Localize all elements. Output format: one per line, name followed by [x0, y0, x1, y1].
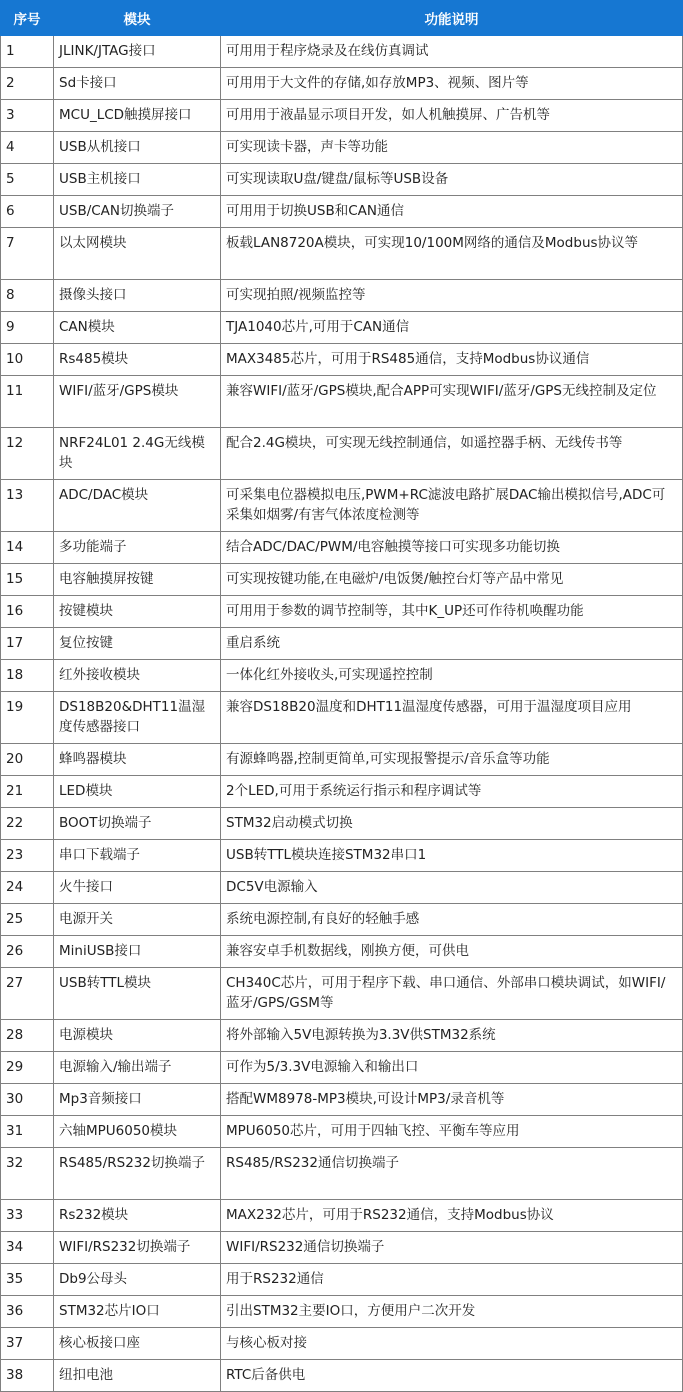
- cell-module: Rs232模块: [54, 1200, 221, 1232]
- table-row: [1, 68, 683, 100]
- cell-desc: 可实现拍照/视频监控等: [221, 280, 683, 312]
- cell-desc: 引出STM32主要IO口，方便用户二次开发: [221, 1296, 683, 1328]
- cell-desc: 配合2.4G模块，可实现无线控制通信，如遥控器手柄、无线传书等: [221, 428, 683, 480]
- cell-module: Sd卡接口: [54, 68, 221, 100]
- table-row: [1, 1232, 683, 1264]
- cell-num: 2: [1, 68, 54, 100]
- cell-desc: USB转TTL模块连接STM32串口1: [221, 840, 683, 872]
- cell-module: JLINK/JTAG接口: [54, 36, 221, 68]
- cell-module: 核心板接口座: [54, 1328, 221, 1360]
- cell-num: 1: [1, 36, 54, 68]
- cell-module: CAN模块: [54, 312, 221, 344]
- header-desc: 功能说明: [221, 1, 683, 36]
- cell-num: 20: [1, 744, 54, 776]
- cell-num: 23: [1, 840, 54, 872]
- cell-num: 11: [1, 376, 54, 428]
- table-row: [1, 936, 683, 968]
- table-row: [1, 164, 683, 196]
- cell-num: 15: [1, 564, 54, 596]
- cell-num: 3: [1, 100, 54, 132]
- cell-num: 22: [1, 808, 54, 840]
- cell-desc: 可用用于大文件的存储,如存放MP3、视频、图片等: [221, 68, 683, 100]
- table-row: [1, 1084, 683, 1116]
- cell-desc: 兼容WIFI/蓝牙/GPS模块,配合APP可实现WIFI/蓝牙/GPS无线控制及定位: [221, 376, 683, 428]
- table-row: [1, 776, 683, 808]
- table-row: [1, 840, 683, 872]
- cell-desc: STM32启动模式切换: [221, 808, 683, 840]
- cell-desc: 有源蜂鸣器,控制更简单,可实现报警提示/音乐盒等功能: [221, 744, 683, 776]
- cell-module: MCU_LCD触摸屏接口: [54, 100, 221, 132]
- cell-module: Rs485模块: [54, 344, 221, 376]
- cell-desc: 可用用于切换USB和CAN通信: [221, 196, 683, 228]
- cell-num: 31: [1, 1116, 54, 1148]
- cell-module: STM32芯片IO口: [54, 1296, 221, 1328]
- table-row: [1, 660, 683, 692]
- cell-module: 按键模块: [54, 596, 221, 628]
- table-row: [1, 1264, 683, 1296]
- cell-desc: 可采集电位器模拟电压,PWM+RC滤波电路扩展DAC输出模拟信号,ADC可采集如烟雾/有害气体浓度检测等: [221, 480, 683, 532]
- cell-module: 电源开关: [54, 904, 221, 936]
- table-row: [1, 968, 683, 1020]
- cell-num: 5: [1, 164, 54, 196]
- table-row: [1, 1052, 683, 1084]
- cell-module: MiniUSB接口: [54, 936, 221, 968]
- cell-module: 以太网模块: [54, 228, 221, 280]
- cell-module: 电源输入/输出端子: [54, 1052, 221, 1084]
- cell-module: 电容触摸屏按键: [54, 564, 221, 596]
- cell-module: USB从机接口: [54, 132, 221, 164]
- cell-module: DS18B20&DHT11温湿度传感器接口: [54, 692, 221, 744]
- table-row: [1, 1296, 683, 1328]
- table-row: [1, 480, 683, 532]
- table-row: [1, 428, 683, 480]
- header-num: 序号: [1, 1, 54, 36]
- cell-module: USB转TTL模块: [54, 968, 221, 1020]
- cell-num: 10: [1, 344, 54, 376]
- cell-num: 35: [1, 1264, 54, 1296]
- table-row: [1, 280, 683, 312]
- cell-num: 19: [1, 692, 54, 744]
- cell-num: 30: [1, 1084, 54, 1116]
- cell-module: 火牛接口: [54, 872, 221, 904]
- cell-desc: 可实现读卡器，声卡等功能: [221, 132, 683, 164]
- table-row: [1, 628, 683, 660]
- cell-desc: 可用用于程序烧录及在线仿真调试: [221, 36, 683, 68]
- cell-desc: 一体化红外接收头,可实现遥控控制: [221, 660, 683, 692]
- cell-desc: TJA1040芯片,可用于CAN通信: [221, 312, 683, 344]
- cell-desc: 可作为5/3.3V电源输入和输出口: [221, 1052, 683, 1084]
- cell-desc: MPU6050芯片，可用于四轴飞控、平衡车等应用: [221, 1116, 683, 1148]
- cell-num: 16: [1, 596, 54, 628]
- cell-desc: 搭配WM8978-MP3模块,可设计MP3/录音机等: [221, 1084, 683, 1116]
- cell-num: 9: [1, 312, 54, 344]
- table-row: [1, 228, 683, 280]
- table-row: [1, 872, 683, 904]
- cell-module: USB主机接口: [54, 164, 221, 196]
- cell-module: 蜂鸣器模块: [54, 744, 221, 776]
- cell-num: 36: [1, 1296, 54, 1328]
- cell-num: 32: [1, 1148, 54, 1200]
- cell-desc: 重启系统: [221, 628, 683, 660]
- cell-num: 18: [1, 660, 54, 692]
- cell-num: 14: [1, 532, 54, 564]
- cell-num: 34: [1, 1232, 54, 1264]
- table-row: [1, 1020, 683, 1052]
- cell-num: 21: [1, 776, 54, 808]
- table-row: [1, 1116, 683, 1148]
- cell-module: 红外接收模块: [54, 660, 221, 692]
- table-row: [1, 1148, 683, 1200]
- cell-desc: MAX3485芯片，可用于RS485通信，支持Modbus协议通信: [221, 344, 683, 376]
- table-row: [1, 1360, 683, 1392]
- cell-module: 摄像头接口: [54, 280, 221, 312]
- cell-desc: 可实现按键功能,在电磁炉/电饭煲/触控台灯等产品中常见: [221, 564, 683, 596]
- cell-module: 串口下载端子: [54, 840, 221, 872]
- cell-num: 37: [1, 1328, 54, 1360]
- cell-module: Db9公母头: [54, 1264, 221, 1296]
- cell-num: 7: [1, 228, 54, 280]
- cell-desc: 2个LED,可用于系统运行指示和程序调试等: [221, 776, 683, 808]
- cell-desc: 可实现读取U盘/键盘/鼠标等USB设备: [221, 164, 683, 196]
- cell-num: 17: [1, 628, 54, 660]
- table-row: [1, 1200, 683, 1232]
- cell-module: 纽扣电池: [54, 1360, 221, 1392]
- cell-module: 多功能端子: [54, 532, 221, 564]
- header-module: 模块: [54, 1, 221, 36]
- cell-desc: 可用用于液晶显示项目开发，如人机触摸屏、广告机等: [221, 100, 683, 132]
- cell-desc: WIFI/RS232通信切换端子: [221, 1232, 683, 1264]
- cell-module: WIFI/蓝牙/GPS模块: [54, 376, 221, 428]
- cell-num: 8: [1, 280, 54, 312]
- cell-num: 29: [1, 1052, 54, 1084]
- cell-desc: RTC后备供电: [221, 1360, 683, 1392]
- table-row: [1, 532, 683, 564]
- cell-desc: DC5V电源输入: [221, 872, 683, 904]
- cell-desc: 用于RS232通信: [221, 1264, 683, 1296]
- cell-module: BOOT切换端子: [54, 808, 221, 840]
- table-row: [1, 692, 683, 744]
- cell-module: RS485/RS232切换端子: [54, 1148, 221, 1200]
- cell-num: 38: [1, 1360, 54, 1392]
- cell-desc: 兼容安卓手机数据线，刚换方便，可供电: [221, 936, 683, 968]
- cell-num: 27: [1, 968, 54, 1020]
- table-row: [1, 904, 683, 936]
- cell-module: WIFI/RS232切换端子: [54, 1232, 221, 1264]
- table-row: [1, 196, 683, 228]
- table-row: [1, 564, 683, 596]
- table-row: [1, 132, 683, 164]
- cell-desc: 将外部输入5V电源转换为3.3V供STM32系统: [221, 1020, 683, 1052]
- cell-module: LED模块: [54, 776, 221, 808]
- table-row: [1, 36, 683, 68]
- cell-desc: RS485/RS232通信切换端子: [221, 1148, 683, 1200]
- table-row: [1, 312, 683, 344]
- cell-num: 4: [1, 132, 54, 164]
- cell-module: Mp3音频接口: [54, 1084, 221, 1116]
- cell-num: 24: [1, 872, 54, 904]
- cell-num: 12: [1, 428, 54, 480]
- cell-desc: 板载LAN8720A模块，可实现10/100M网络的通信及Modbus协议等: [221, 228, 683, 280]
- cell-num: 33: [1, 1200, 54, 1232]
- cell-num: 28: [1, 1020, 54, 1052]
- cell-desc: 兼容DS18B20温度和DHT11温湿度传感器，可用于温湿度项目应用: [221, 692, 683, 744]
- table-header-row: [1, 1, 683, 36]
- cell-num: 25: [1, 904, 54, 936]
- cell-num: 13: [1, 480, 54, 532]
- cell-module: 复位按键: [54, 628, 221, 660]
- cell-module: NRF24L01 2.4G无线模块: [54, 428, 221, 480]
- table-row: [1, 100, 683, 132]
- table-row: [1, 596, 683, 628]
- table-row: [1, 744, 683, 776]
- cell-desc: 系统电源控制,有良好的轻触手感: [221, 904, 683, 936]
- table-row: [1, 1328, 683, 1360]
- cell-desc: 与核心板对接: [221, 1328, 683, 1360]
- cell-desc: MAX232芯片，可用于RS232通信，支持Modbus协议: [221, 1200, 683, 1232]
- cell-desc: CH340C芯片，可用于程序下载、串口通信、外部串口模块调试，如WIFI/蓝牙/GPS/GSM等: [221, 968, 683, 1020]
- cell-num: 26: [1, 936, 54, 968]
- table-row: [1, 376, 683, 428]
- cell-module: USB/CAN切换端子: [54, 196, 221, 228]
- cell-module: 六轴MPU6050模块: [54, 1116, 221, 1148]
- cell-desc: 可用用于参数的调节控制等，其中K_UP还可作待机唤醒功能: [221, 596, 683, 628]
- table-row: [1, 344, 683, 376]
- table-row: [1, 808, 683, 840]
- cell-num: 6: [1, 196, 54, 228]
- cell-desc: 结合ADC/DAC/PWM/电容触摸等接口可实现多功能切换: [221, 532, 683, 564]
- cell-module: ADC/DAC模块: [54, 480, 221, 532]
- cell-module: 电源模块: [54, 1020, 221, 1052]
